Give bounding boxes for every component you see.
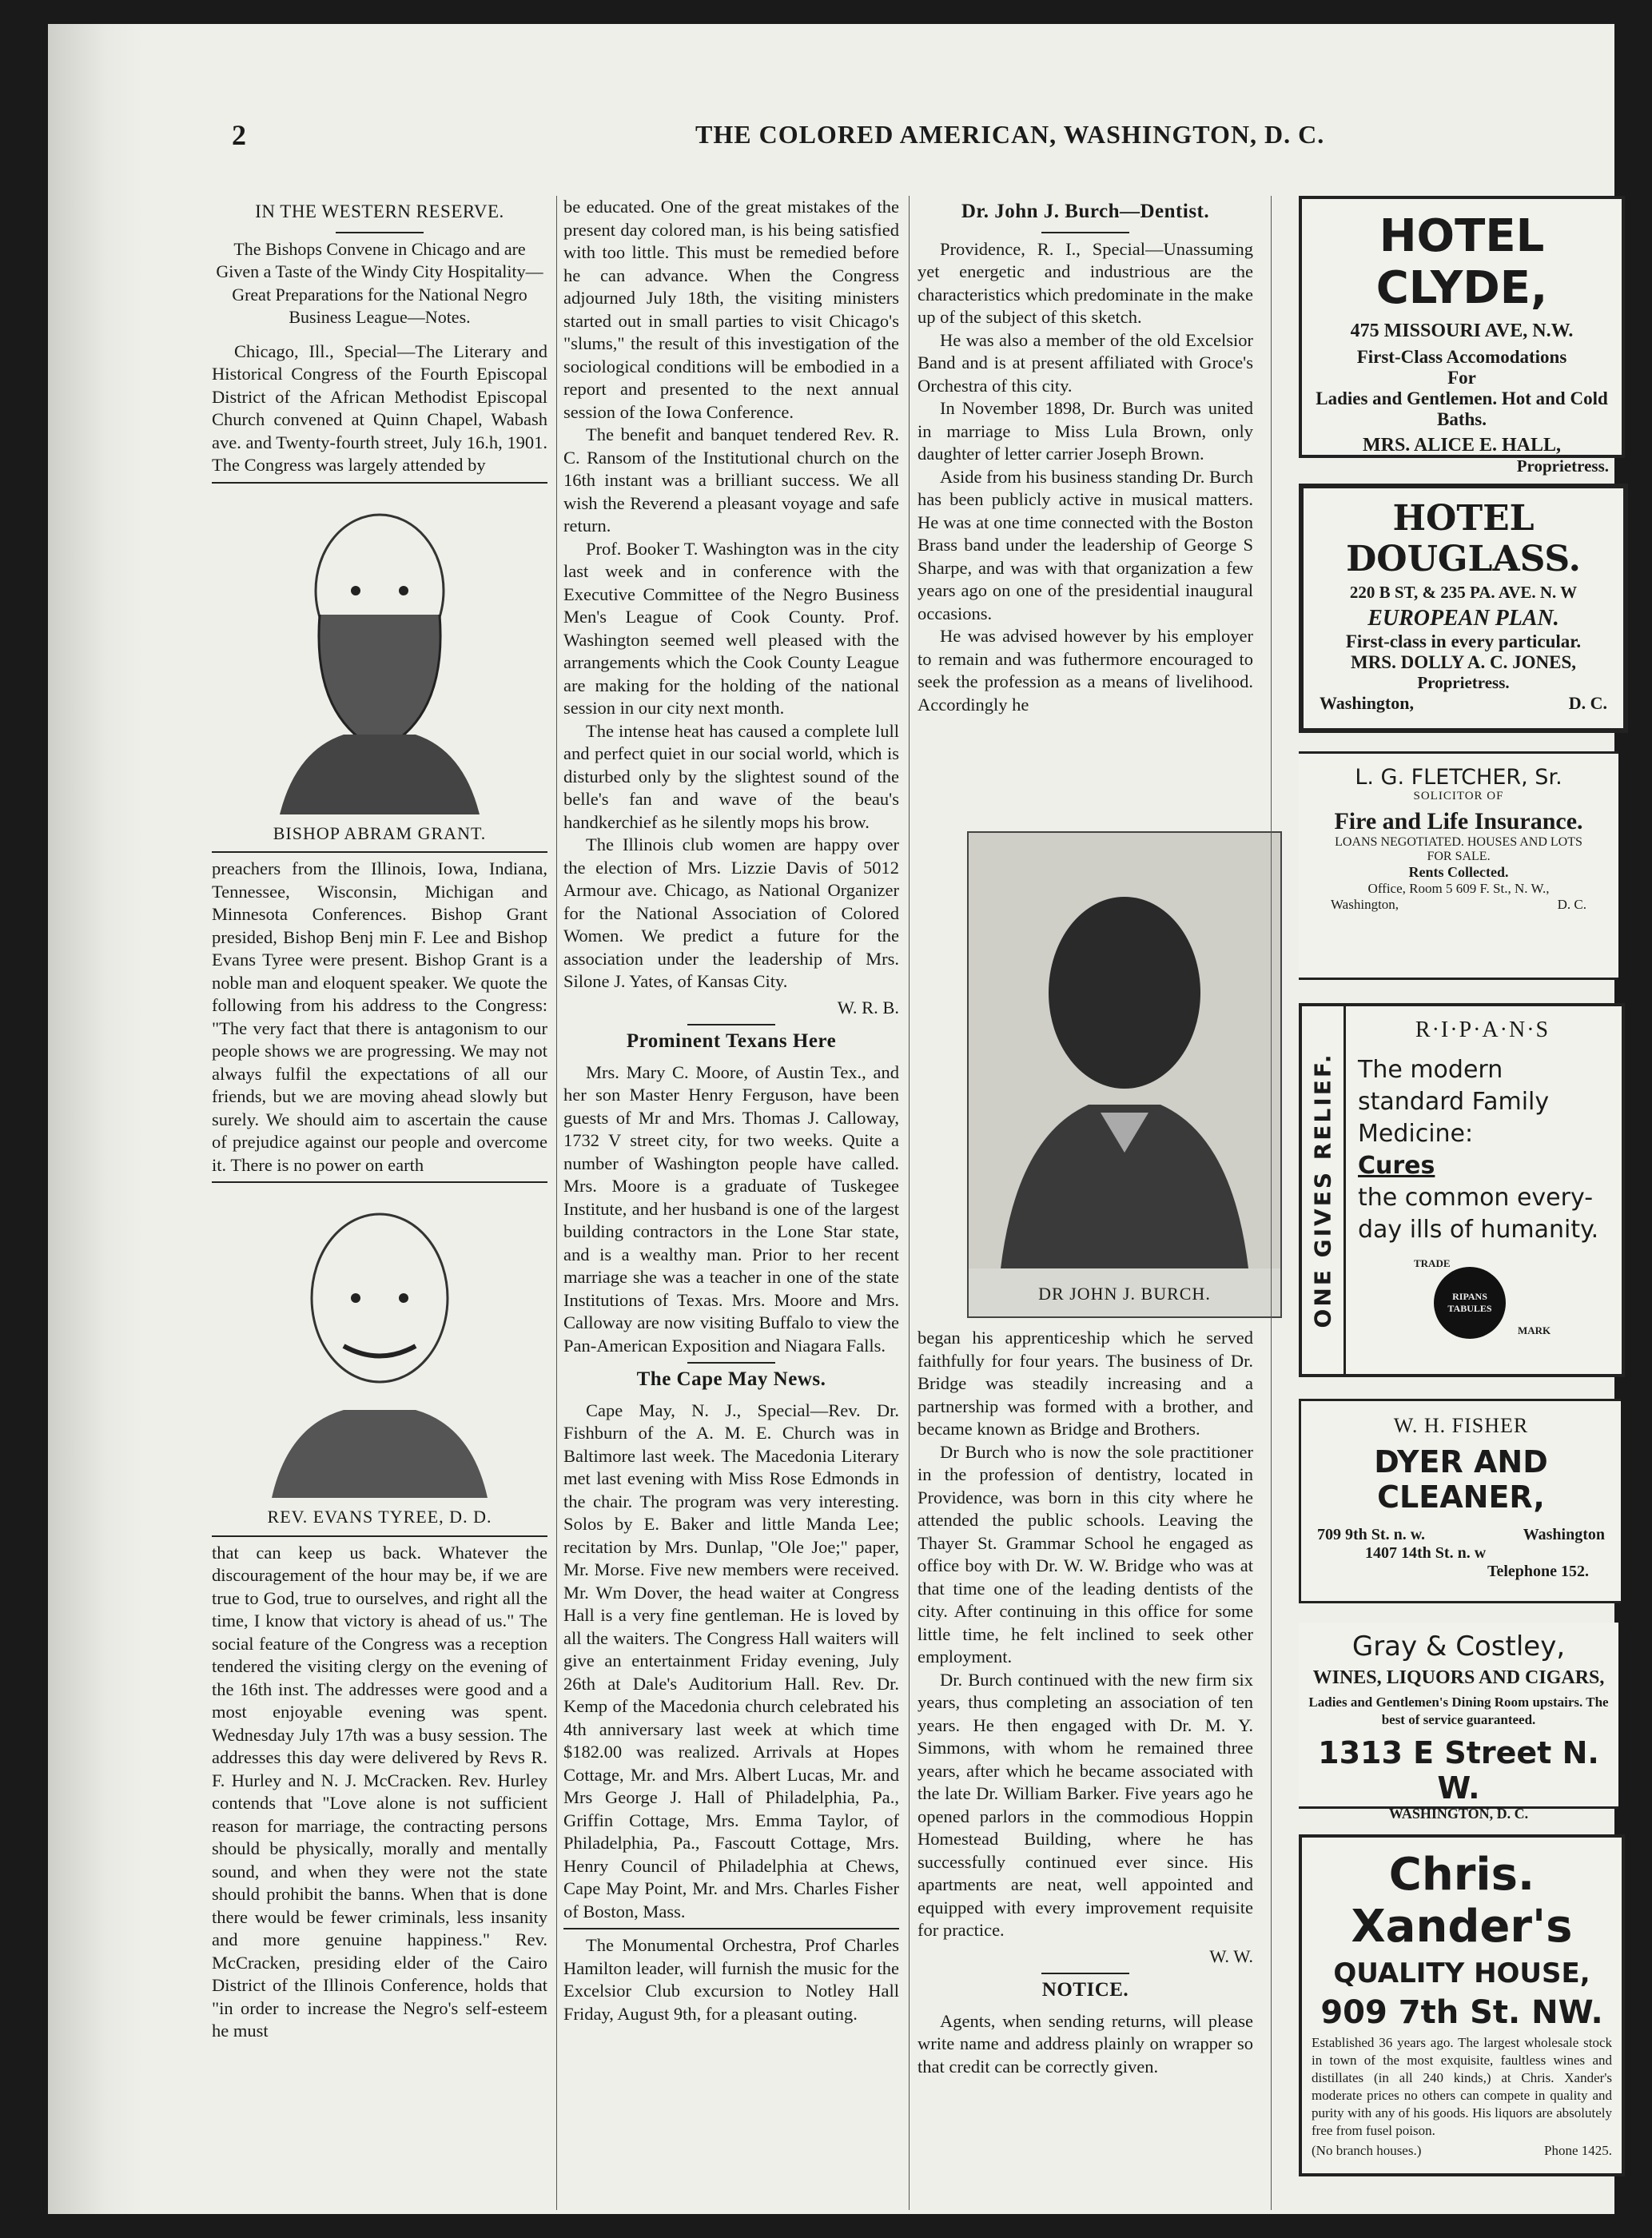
ad-line: the common every-day ills of humanity. — [1358, 1184, 1599, 1244]
article-paragraph: The Monumental Orchestra, Prof Charles Hamilton leader, will furnish the music for the Excelsior Club excursion to Notley Hall Friday, August 9th, for a pleasant outing. — [563, 1935, 899, 2024]
ad-business: DYER AND CLEANER, — [1374, 1444, 1548, 1515]
ad-city: Washington, — [1320, 693, 1414, 713]
ad-fletcher-insurance — [1299, 751, 1618, 980]
article-paragraph: He was advised however by his employer to remain and was futhermore encouraged to seek the profession as a means of livelihood. Accordingly he — [918, 626, 1253, 715]
article-paragraph: Aside from his business standing Dr. Burch has been publicly active in musical matters. He was at one time connected with the Boston Brass band under the leadership of George S Sharpe, and was with that organization a few years ago on one of the presidential inaugural occasions. — [918, 466, 1253, 623]
ad-address: 1407 14th St. n. w — [1365, 1544, 1487, 1562]
rev-tyree-portrait — [248, 1194, 512, 1498]
article-paragraph: Agents, when sending returns, will please write name and address plainly on wrapper so that credit can be correctly given. — [918, 2010, 1253, 2077]
ad-title: HOTEL DOUGLASS. — [1346, 498, 1581, 579]
ad-subtitle: QUALITY HOUSE, — [1333, 1957, 1590, 1989]
portrait-caption-bishop-grant: BISHOP ABRAM GRANT. — [273, 822, 487, 843]
ad-note: (No branch houses.) — [1312, 2143, 1422, 2158]
ad-city-line — [1299, 897, 1618, 913]
ad-address: 220 B ST, & 235 PA. AVE. N. W — [1349, 583, 1578, 602]
column-1 — [212, 196, 547, 2043]
divider — [1041, 232, 1129, 233]
ad-address: 475 MISSOURI AVE, N.W. — [1350, 321, 1574, 341]
article-paragraph: Providence, R. I., Special—Unassuming yet energetic and industrious are the characteristics which predominate in the make up of the subject of this sketch. — [918, 238, 1253, 327]
ad-address: 909 7th St. NW. — [1320, 1994, 1603, 2031]
ad-line: SOLICITOR OF — [1413, 790, 1504, 802]
ad-trade: TRADE — [1414, 1257, 1451, 1269]
ad-state: D. C. — [1557, 897, 1586, 912]
ad-line: Ladies and Gentlemen's Dining Room upstairs. The best of service guaranteed. — [1308, 1694, 1609, 1727]
ad-chris-xander — [1299, 1834, 1625, 2176]
ad-side-panel — [1302, 1006, 1346, 1374]
ad-title: HOTEL CLYDE, — [1375, 210, 1548, 314]
headline-prominent-texans: Prominent Texans Here — [626, 1030, 837, 1052]
article-paragraph: The benefit and banquet tendered Rev. R. C. Ransom of the Institutional church on the 16th instant was a brilliant success. We all wish the Reverend a pleasant voyage and safe return. — [563, 424, 899, 536]
headline-dr-burch: Dr. John J. Burch—Dentist. — [961, 201, 1210, 222]
ad-body: Established 36 years ago. The largest wholesale stock in town of the most exquisite, faultless wines and distillates (in all 240 kinds,) at Chris. Xander's moderate prices no others can compete in quality and purity with any of his goods. His liquors are absolutely free from fusel poison. — [1312, 2035, 1612, 2138]
page-number: 2 — [232, 119, 246, 151]
divider — [563, 1928, 899, 1929]
ad-line: The modern standard Family Medicine: — [1358, 1056, 1550, 1148]
ad-city: Washington — [1523, 1526, 1605, 1543]
bishop-grant-portrait — [248, 495, 512, 814]
ad-title: Gray & Costley, — [1351, 1631, 1566, 1663]
divider — [212, 851, 547, 853]
ad-ripans — [1299, 1003, 1625, 1377]
photo-caption-dr-burch: DR JOHN J. BURCH. — [1038, 1284, 1211, 1304]
ad-proprietor-title: Proprietress. — [1417, 673, 1510, 692]
divider — [212, 482, 547, 484]
ad-plan: EUROPEAN PLAN. — [1367, 606, 1559, 631]
divider — [1041, 1973, 1129, 1974]
ad-fisher-dyer — [1299, 1399, 1621, 1603]
article-paragraph: He was also a member of the old Excelsior Band and is at present affiliated with Groce's Orchestra of this city. — [918, 329, 1253, 396]
page-header — [232, 118, 1630, 158]
ad-line: Rents Collected. — [1408, 864, 1509, 880]
ripans-logo-icon: RIPANS TABULES — [1434, 1267, 1506, 1339]
ad-address-line — [1301, 1526, 1621, 1544]
dr-burch-photo — [969, 833, 1280, 1268]
ad-hotel-clyde — [1299, 196, 1625, 476]
ad-side-text: ONE GIVES RELIEF. — [1309, 1052, 1336, 1328]
article-paragraph: preachers from the Illinois, Iowa, Indiana, Tennessee, Wisconsin, Michigan and Minnesota Conferences. Bishop Grant presided, Bishop Benj min F. Lee and Bishop Evans Tyree were present. Bishop Grant is a noble man and eloquent speaker. We quote the following from his address to the Congress: "The very fact that there is antagonism to our people shows we are progressing. We may not always fulfil the expectations of all our friends, but we are moving ahead slowly but surely. We should aim to ascertain the cause of prejudice against our people and overcome it. There is no power on earth — [212, 858, 547, 1175]
column-rule — [556, 196, 557, 2210]
article-paragraph: Mrs. Mary C. Moore, of Austin Tex., and her son Master Henry Ferguson, have been guests of Mr and Mrs. Thomas J. Calloway, 1732 V street city, for two weeks. Quite a number of Washington people have called. Mrs. Moore is a graduate of Tuskegee Institute, and her husband is one of the largest building contractors in the Lone Star state, and is a wealthy man. Prior to her recent marriage she was a teacher in one of the state Institutions of Texas. Mrs. Moore and Mrs. Calloway are now visiting Buffalo to view the Pan-American Exposition and Niagara Falls. — [563, 1061, 899, 1356]
column-rule — [1271, 196, 1272, 2210]
ad-gray-costley — [1299, 1623, 1618, 1822]
ad-city: WASHINGTON, D. C. — [1388, 1806, 1529, 1822]
ad-proprietor-title: Proprietress. — [1516, 456, 1609, 476]
article-paragraph: Cape May, N. J., Special—Rev. Dr. Fishburn of the A. M. E. Church was in Baltimore last week. The Macedonia Literary met last evening with Miss Rose Edmonds in the chair. The program was very interesting. Solos by E. Baker and little Manda Lee; recitation by Mrs. Dunlap, "Ole Joe;" paper, Mr. Morse. Five new members were received. Mr. Wm Dover, the head waiter at Congress Hall is a very fine gentleman. He is loved by all the waiters. The Congress Hall waiters will give an entertainment Friday evening, July 26th at Dale's Auditorium Hall. Rev. Dr. Kemp of the Macedonia church celebrated his 4th anniversary last week at which time $182.00 was realized. Arrivals at Hopes Cottage, Mr. and Mrs. Albert Lucas, Mr. and Mrs George J. Hall of Philadelphia, Pa., Griffin Cottage, Mrs. Emma Taylor, of Philadelphia, Pa., Fascoutt Cottage, Mrs. Henry Council of Philadelphia at Chews, Cape May Point, Mr. and Mrs. Charles Fisher of Boston, Mass. — [563, 1400, 899, 1921]
ad-proprietor: MRS. DOLLY A. C. JONES, — [1350, 652, 1577, 672]
headline-notice: NOTICE. — [1041, 1979, 1129, 2001]
ad-city: Washington, — [1331, 897, 1399, 912]
signature: W. W. — [1209, 1945, 1253, 1966]
article-paragraph: Dr. Burch continued with the new firm six years, thus completing an association of ten years. He then engaged with Dr. M. Y. Simmons, with whom he remained three years, after which he became associated with the late Dr. William Barker. Five years ago he opened parlors in the commodious Hoppin Homestead Building, where he has successfully continued ever since. His apartments are neat, well appointed and equipped with every improvement requisite for practice. — [918, 1669, 1253, 1940]
article-paragraph: Dr Burch who is now the sole practitioner in the profession of dentistry, located in Providence, was born in this city where he attended the public schools. Leaving the Thayer St. Grammar School he engaged as office boy with Dr. W. W. Bridge who was at that time one of the leading dentists of the city. After continuing in this office for some little time, he felt inclined to seek other employment. — [918, 1441, 1253, 1667]
column-3-bottom — [918, 1327, 1253, 2206]
ad-cures: Cures — [1358, 1152, 1435, 1180]
signature: W. R. B. — [837, 997, 899, 1017]
article-paragraph: In November 1898, Dr. Burch was united in marriage to Miss Lula Brown, only daughter of letter carrier Joseph Brown. — [918, 398, 1253, 464]
dr-burch-photo-frame — [967, 831, 1282, 1318]
article-paragraph: began his apprenticeship which he served faithfully for four years. The business of Dr. Bridge was steadily increasing and a partnership was formed with a brother, and became known as Bridge and Brothers. — [918, 1328, 1253, 1439]
ad-hotel-douglass — [1299, 484, 1628, 733]
ad-title: L. G. FLETCHER, Sr. — [1355, 765, 1562, 790]
ad-title: R·I·P·A·N·S — [1415, 1017, 1550, 1042]
column-3-top — [918, 196, 1253, 819]
ad-state: D. C. — [1568, 693, 1607, 713]
portrait-caption-rev-tyree: REV. EVANS TYREE, D. D. — [267, 1507, 492, 1527]
article-paragraph: be educated. One of the great mistakes of the present day colored man, is his being satisfied with too little. This must be remedied before he can advance. When the Congress adjourned July 18th, the visiting ministers started out in small parties to visit Chicago's "slums," the result of this investigation of the sociological conditions will be embodied in a report and presented to the next annual session of the Iowa Conference. — [563, 197, 899, 422]
divider — [687, 1362, 775, 1364]
ad-mark: MARK — [1518, 1324, 1551, 1336]
ad-title: Chris. Xander's — [1351, 1849, 1573, 1953]
article-paragraph: The Illinois club women are happy over the election of Mrs. Lizzie Davis of 5012 Armour ave. Chicago, as National Organizer for the National Association of Colored Women. We predict a future for the association under the leadership of Mrs. Silone J. Yates, of Kansas City. — [563, 834, 899, 991]
ad-footer-line — [1302, 2143, 1622, 2159]
headline-western-reserve: IN THE WESTERN RESERVE. — [255, 201, 504, 221]
ad-business: WINES, LIQUORS AND CIGARS, — [1312, 1667, 1605, 1688]
article-paragraph: that can keep us back. Whatever the discouragement of the hour may be, if we are true to God, true to ourselves, and right all the time, I know that victory is ahead of us." The social feature of the Congress was a reception tendered the visiting clergy on the evening of the 16th inst. The addresses were good and a most enjoyable evening was spent. Wednesday July 17th was a busy session. The addresses this day were delivered by Revs R. F. Hurley and N. J. McCracken. Rev. Hurley contends that "Love alone is not sufficient reason for marriage, the contracting persons should be physically, morally and mentally sound, and when they were not the state should prohibit the banns. When that is done there would be fewer criminals, less insanity and more genuine happiness." Rev. McCracken, presiding elder of the Cairo District of the Illinois Conference, holds that "in order to increase the Negro's self-esteem he must — [212, 1542, 547, 2041]
column-2 — [563, 196, 899, 2025]
headline-cape-may-news: The Cape May News. — [636, 1368, 826, 1390]
divider — [212, 1181, 547, 1183]
ad-line: Ladies and Gentlemen. Hot and Cold Baths. — [1316, 388, 1608, 429]
article-paragraph: Prof. Booker T. Washington was in the city last week and in conference with the Executive Committee of the Negro Business Men's League of Cook County. Prof. Washington seemed well pleased with the arrangements which the Cook County League are making for the holding of the national session in our city next month. — [563, 538, 899, 718]
column-rule — [909, 196, 910, 2210]
ad-city-line — [1304, 693, 1623, 714]
ripans-logo-area — [1358, 1252, 1607, 1340]
newspaper-page — [48, 24, 1614, 2214]
ad-line: LOANS NEGOTIATED. HOUSES AND LOTS FOR SALE. — [1335, 835, 1582, 863]
divider — [687, 1024, 775, 1025]
masthead: THE COLORED AMERICAN, WASHINGTON, D. C. — [695, 120, 1325, 149]
ad-address: Office, Room 5 609 F. St., N. W., — [1367, 881, 1550, 896]
divider — [336, 232, 424, 233]
page-spine — [48, 24, 144, 2214]
article-paragraph: Chicago, Ill., Special—The Literary and Historical Congress of the Fourth Episcopal District of the African Methodist Episcopal Church convened at Quinn Chapel, Wabash ave. and Twenty-fourth street, July 16.h, 1901. The Congress was largely attended by — [212, 340, 547, 475]
subhead-western-reserve: The Bishops Convene in Chicago and are Given a Taste of the Windy City Hospitality—Great Preparations for the National Negro Business League—Notes. — [216, 238, 543, 327]
divider — [212, 1535, 547, 1537]
ad-telephone: Telephone 152. — [1487, 1563, 1589, 1580]
ad-line: First-Class Accomodations — [1356, 347, 1567, 367]
ad-telephone: Phone 1425. — [1544, 2143, 1612, 2158]
ad-proprietor: MRS. ALICE E. HALL, — [1362, 435, 1562, 456]
ad-line: For — [1447, 368, 1476, 388]
ad-address: 1313 E Street N. W. — [1318, 1735, 1599, 1806]
ad-line: First-class in every particular. — [1345, 631, 1582, 651]
ad-insurance: Fire and Life Insurance. — [1334, 808, 1583, 834]
ad-address: 709 9th St. n. w. — [1317, 1526, 1426, 1543]
article-paragraph: The intense heat has caused a complete lull and perfect quiet in our social world, which is disturbed only by the slightest sound of the belle's fan and wave of the beau's handkerchief as he silently mops his brow. — [563, 720, 899, 832]
ad-title: W. H. FISHER — [1393, 1414, 1529, 1437]
